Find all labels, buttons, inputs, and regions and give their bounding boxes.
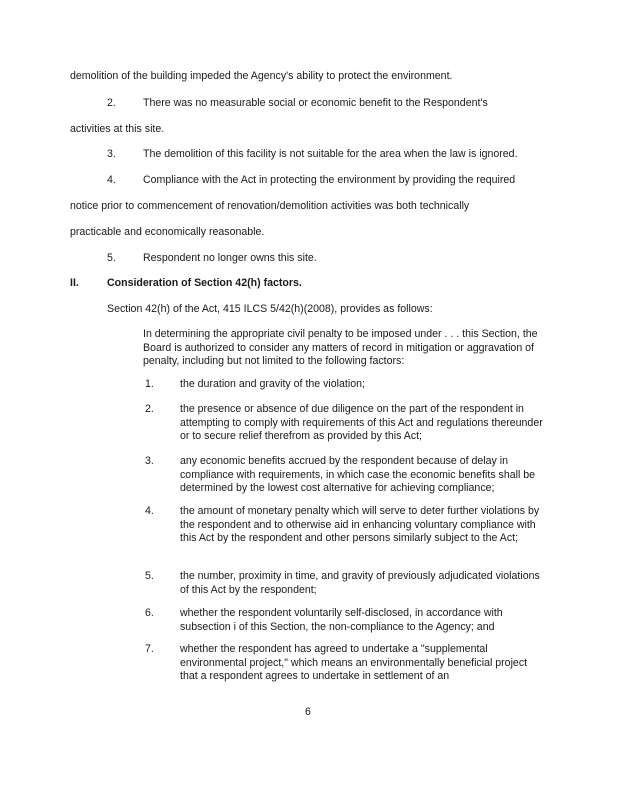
factor-4-text: the amount of monetary penalty which will serve to deter further violations by the respondent and to otherwise aid in enhancing voluntary compliance with this Act by the respondent and other persons similarly subject to the Act;	[180, 505, 540, 544]
item-4-text: Compliance with the Act in protecting the environment by providing the required	[143, 174, 516, 186]
factor-7-text: whether the respondent has agreed to undertake a "supplemental environmental project," which means an environmentally beneficial project that a respondent agrees to undertake in settlement of an	[180, 643, 528, 682]
factor-1-number: 1.	[145, 378, 154, 390]
factor-7-number: 7.	[145, 643, 154, 655]
item-5-text: Respondent no longer owns this site.	[143, 252, 317, 264]
factor-6-text: whether the respondent voluntarily self-disclosed, in accordance with subsection i of this Section, the non-compliance to the Agency; and	[180, 607, 503, 633]
page-number: 6	[305, 706, 311, 718]
factor-5-number: 5.	[145, 570, 154, 582]
factor-6-number: 6.	[145, 607, 154, 619]
continuation-line: demolition of the building impeded the Agency's ability to protect the environment.	[70, 70, 453, 82]
quote-intro: In determining the appropriate civil penalty to be imposed under . . . this Section, the Board is authorized to consider any matters of record in mitigation or aggravation of penalty, including but not limited to the following factors:	[143, 328, 538, 367]
factor-3-number: 3.	[145, 455, 154, 467]
item-4-text-cont-2: practicable and economically reasonable.	[70, 226, 265, 238]
factor-4-number: 4.	[145, 505, 154, 517]
item-2-text: There was no measurable social or economic benefit to the Respondent's	[143, 97, 488, 109]
section-intro: Section 42(h) of the Act, 415 ILCS 5/42(h)(2008), provides as follows:	[107, 303, 433, 315]
section-number: II.	[70, 277, 79, 289]
factor-1-text: the duration and gravity of the violation;	[180, 378, 365, 390]
item-3-text: The demolition of this facility is not suitable for the area when the law is ignored.	[143, 148, 518, 160]
item-3-number: 3.	[107, 148, 116, 160]
item-4-number: 4.	[107, 174, 116, 186]
item-2-text-cont: activities at this site.	[70, 123, 165, 135]
factor-2-number: 2.	[145, 403, 154, 415]
factor-5-text: the number, proximity in time, and gravity of previously adjudicated violations of this Act by the respondent;	[180, 570, 540, 596]
item-5-number: 5.	[107, 252, 116, 264]
item-2-number: 2.	[107, 97, 116, 109]
factor-2-text: the presence or absence of due diligence on the part of the respondent in attempting to comply with requirements of this Act and regulations thereunder or to secure relief therefrom as provided by this Act;	[180, 403, 543, 442]
section-heading: Consideration of Section 42(h) factors.	[107, 277, 302, 289]
factor-3-text: any economic benefits accrued by the respondent because of delay in compliance with requirements, in which case the economic benefits shall be determined by the lowest cost alternative for achieving compliance;	[180, 455, 536, 494]
item-4-text-cont-1: notice prior to commencement of renovation/demolition activities was both technically	[70, 200, 470, 212]
